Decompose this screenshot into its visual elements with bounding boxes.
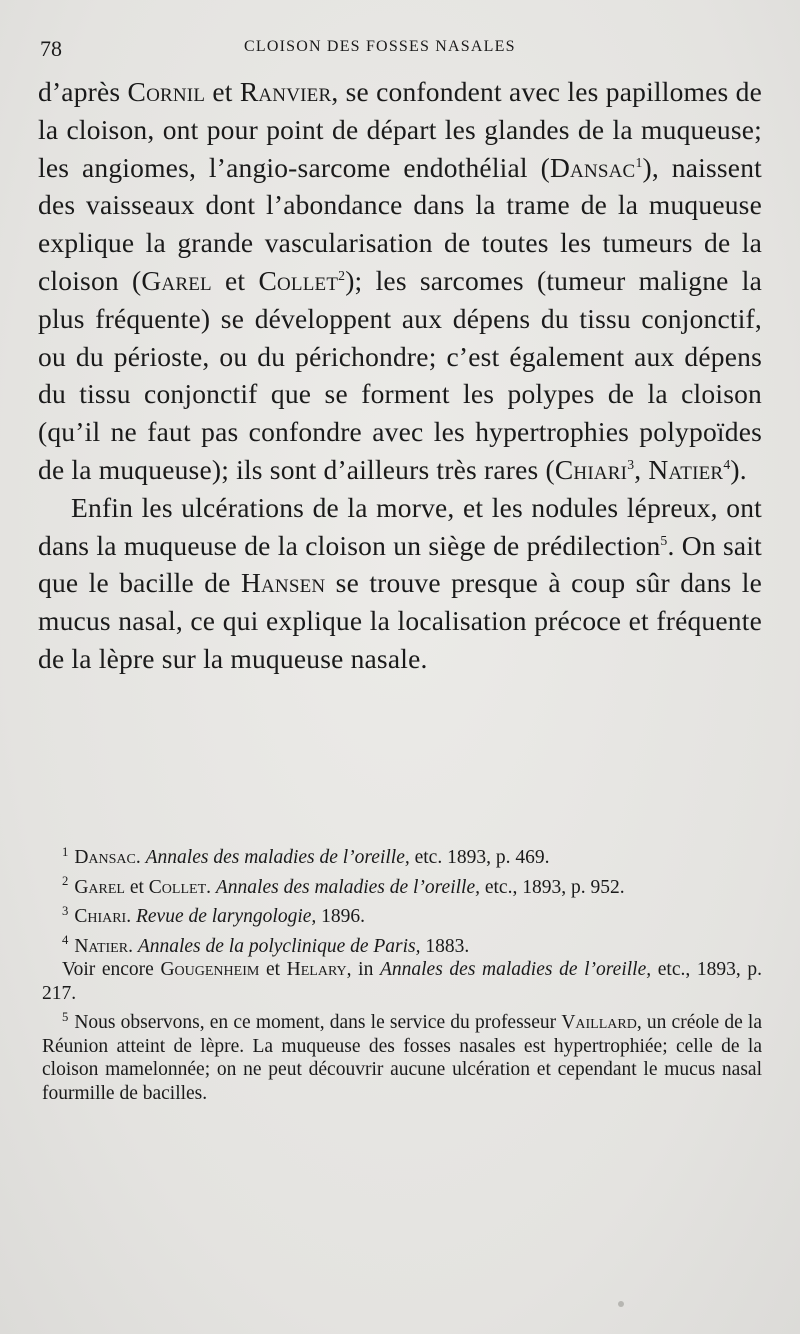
- author-name: Chiari: [74, 906, 127, 927]
- paragraph-1: [38, 73, 762, 489]
- text-run: .: [126, 906, 136, 927]
- text-run: .: [206, 876, 216, 898]
- author-name: Dansac: [549, 151, 636, 183]
- text-run: , se confondent avec les papillomes de la cloison, ont pour point de départ les glandes de la muqueuse; les angiomes, l’angio-sarcome endothélial (: [38, 76, 763, 183]
- author-name: Hansen: [240, 567, 326, 599]
- page-number: 78: [40, 36, 62, 61]
- journal-title: Annales des maladies de l’oreille,: [215, 876, 480, 898]
- text-run: , un créole de la Réunion atteint de lèpre. La muqueuse des fosses nasales est hypertrophiée; celle de la cloison mamelonnée; on ne peut découvrir aucune ulcération et cependant le mucus nasal fourmille de bacilles.: [42, 1012, 762, 1104]
- text-run: ,: [634, 453, 649, 485]
- footnote-ref[interactable]: 5: [660, 532, 668, 548]
- footnote-5: [42, 1011, 762, 1105]
- text-run: et: [259, 959, 287, 980]
- author-name: Ranvier: [239, 76, 332, 107]
- text-run: . On sait que le bacille de: [38, 529, 762, 599]
- author-name: Collet: [148, 876, 207, 898]
- journal-title: Annales de la polyclinique de Paris,: [137, 935, 421, 957]
- running-title: CLOISON DES FOSSES NASALES: [244, 38, 516, 55]
- paragraph-2: [38, 489, 762, 678]
- author-name: Vaillard: [561, 1012, 637, 1033]
- text-run: .: [128, 935, 138, 957]
- footnote-3: [42, 905, 762, 929]
- footnote-ref[interactable]: 4: [723, 456, 731, 472]
- text-run: 1896.: [316, 906, 366, 927]
- text-run: etc., 1893, p. 952.: [479, 876, 625, 898]
- footnote-marker: 1: [62, 844, 69, 859]
- footnote-marker: 2: [62, 874, 69, 888]
- footnote-marker: 3: [62, 903, 69, 918]
- footnote-marker: 4: [62, 933, 69, 947]
- author-name: Helary: [286, 959, 347, 980]
- journal-title: Revue de laryngologie,: [135, 906, 317, 927]
- footnotes: [42, 846, 762, 1111]
- author-name: Gougenheim: [160, 959, 260, 980]
- author-name: Garel: [74, 876, 125, 898]
- author-name: Cornil: [127, 76, 206, 107]
- footnote-marker: 5: [62, 1009, 69, 1024]
- text-run: , in: [346, 959, 380, 980]
- text-run: d’après: [38, 76, 128, 107]
- text-run: .: [135, 847, 146, 868]
- author-name: Natier: [648, 453, 724, 485]
- text-run: Nous observons, en ce moment, dans le service du professeur: [74, 1012, 562, 1033]
- author-name: Collet: [258, 264, 339, 296]
- footnote-4: [42, 935, 762, 959]
- text-run: se trouve presque à coup sûr dans le mucus nasal, ce qui explique la localisation précoce et fréquente de la lèpre sur la muqueuse nasale.: [38, 567, 763, 674]
- journal-title: Annales des maladies de l’oreille,: [145, 847, 410, 868]
- text-run: 1883.: [420, 935, 470, 957]
- paper-speck: [618, 1301, 624, 1307]
- text-run: etc., 1893, p. 217.: [42, 959, 762, 1004]
- text-run: Enfin les ulcérations de la morve, et les nodules lépreux, ont dans la muqueuse de la cloison un siège de prédilection: [38, 491, 762, 561]
- text-run: ), naissent des vaisseaux dont l’abondance dans la trame de la muqueuse explique la grande vascularisation de toutes les tumeurs de la cloison (: [38, 151, 762, 296]
- text-run: ).: [730, 453, 747, 485]
- text-run: et: [211, 264, 259, 296]
- author-name: Garel: [141, 264, 212, 296]
- author-name: Dansac: [74, 847, 136, 868]
- text-run: et: [205, 76, 240, 107]
- main-text: [38, 73, 762, 678]
- running-header: [40, 36, 760, 61]
- text-run: Voir encore: [62, 959, 161, 980]
- text-run: etc. 1893, p. 469.: [409, 847, 550, 868]
- footnote-4-continued: [42, 958, 762, 1005]
- text-run: ); les sarcomes (tumeur maligne la plus fréquente) se développent aux dépens du tissu conjonctif, ou du périoste, ou du périchondre; c’est également aux dépens du tissu conjonctif que se forment les polypes de la cloison (qu’il ne faut pas confondre avec les hypertrophies polypoïdes de la muqueuse); ils sont d’ailleurs très rares (: [38, 264, 762, 485]
- journal-title: Annales des maladies de l’oreille,: [379, 959, 652, 980]
- footnote-1: [42, 846, 762, 870]
- footnote-ref[interactable]: 2: [338, 267, 346, 283]
- footnote-2: [42, 876, 762, 900]
- text-run: et: [124, 876, 149, 898]
- author-name: Chiari: [554, 453, 628, 485]
- footnote-ref[interactable]: 1: [635, 154, 643, 170]
- footnote-ref[interactable]: 3: [627, 456, 635, 472]
- author-name: Natier: [74, 935, 129, 957]
